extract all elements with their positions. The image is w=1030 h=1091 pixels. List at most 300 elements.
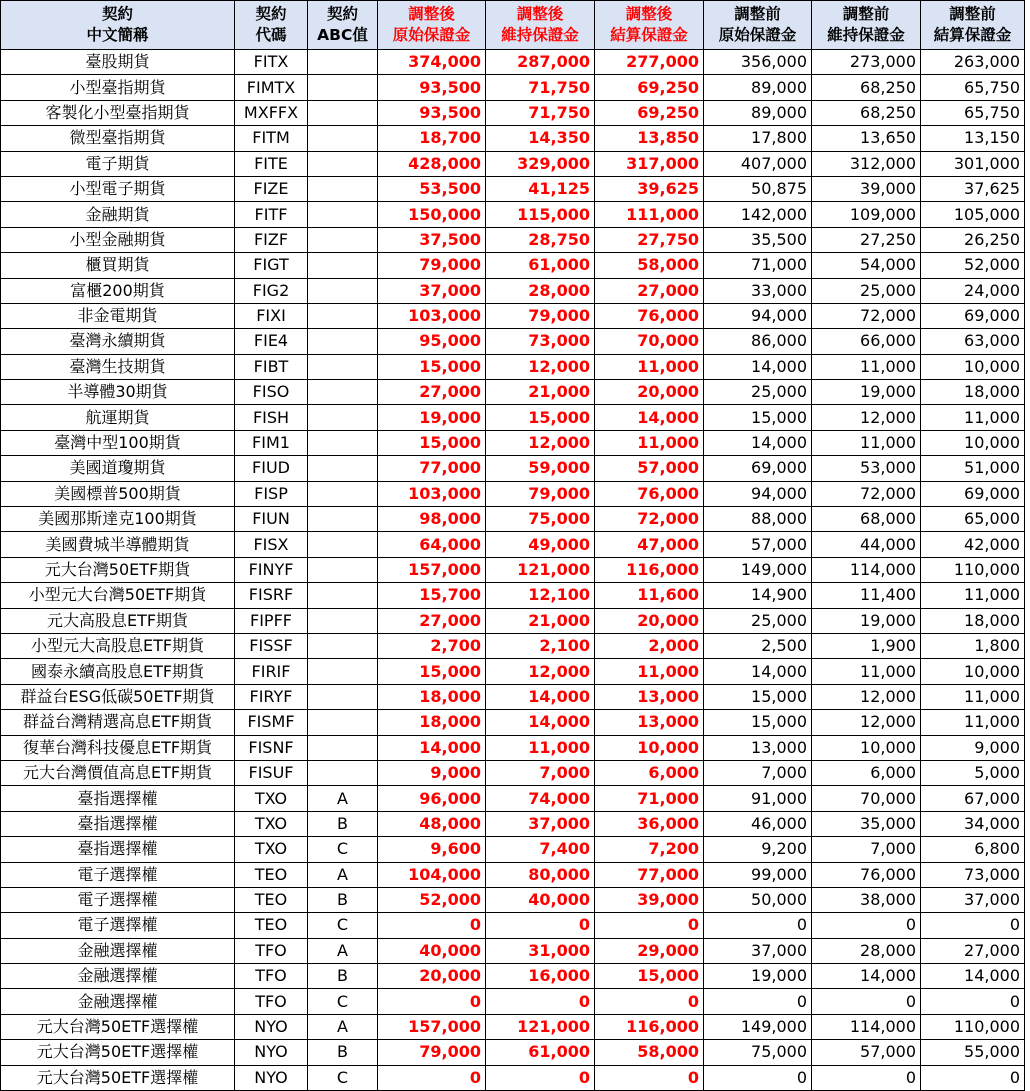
after-clearing-margin-cell: 69,250: [595, 100, 704, 125]
contract-abc-cell: B: [308, 964, 378, 989]
after-clearing-margin-cell: 20,000: [595, 380, 704, 405]
after-clearing-margin-cell: 15,000: [595, 964, 704, 989]
after-initial-margin-cell: 18,000: [378, 684, 486, 709]
after-maintenance-margin-cell: 11,000: [486, 735, 595, 760]
after-clearing-margin-cell: 11,000: [595, 659, 704, 684]
before-clearing-margin-cell: 11,000: [921, 583, 1025, 608]
before-maintenance-margin-cell: 72,000: [812, 481, 921, 506]
after-initial-margin-cell: 79,000: [378, 253, 486, 278]
contract-name-cell: 金融選擇權: [1, 989, 235, 1014]
after-maintenance-margin-cell: 21,000: [486, 380, 595, 405]
header-contract-name: [1, 1, 235, 50]
contract-name-cell: 臺股期貨: [1, 50, 235, 75]
contract-code-cell: FIZE: [235, 176, 308, 201]
after-maintenance-margin-cell: 73,000: [486, 329, 595, 354]
after-maintenance-margin-cell: 12,000: [486, 354, 595, 379]
before-maintenance-margin-cell: 68,250: [812, 100, 921, 125]
before-maintenance-margin-cell: 70,000: [812, 786, 921, 811]
after-clearing-margin-cell: 11,000: [595, 354, 704, 379]
contract-code-cell: FIUN: [235, 507, 308, 532]
after-clearing-margin-cell: 11,600: [595, 583, 704, 608]
after-initial-margin-cell: 64,000: [378, 532, 486, 557]
before-initial-margin-cell: 89,000: [704, 75, 812, 100]
before-clearing-margin-cell: 18,000: [921, 608, 1025, 633]
contract-code-cell: FITX: [235, 50, 308, 75]
contract-name-cell: 富櫃200期貨: [1, 278, 235, 303]
before-maintenance-margin-cell: 12,000: [812, 684, 921, 709]
table-row: [1, 380, 1025, 405]
before-maintenance-margin-cell: 66,000: [812, 329, 921, 354]
after-clearing-margin-cell: 70,000: [595, 329, 704, 354]
before-clearing-margin-cell: 11,000: [921, 405, 1025, 430]
after-clearing-margin-cell: 10,000: [595, 735, 704, 760]
before-initial-margin-cell: 15,000: [704, 405, 812, 430]
before-clearing-margin-cell: 26,250: [921, 227, 1025, 252]
contract-abc-cell: C: [308, 1065, 378, 1090]
after-clearing-margin-cell: 57,000: [595, 456, 704, 481]
after-clearing-margin-cell: 0: [595, 913, 704, 938]
contract-code-cell: TXO: [235, 786, 308, 811]
after-initial-margin-cell: 0: [378, 989, 486, 1014]
before-clearing-margin-cell: 65,750: [921, 100, 1025, 125]
header-after-initial-margin: [378, 1, 486, 50]
before-clearing-margin-cell: 65,750: [921, 75, 1025, 100]
after-clearing-margin-cell: 36,000: [595, 811, 704, 836]
before-maintenance-margin-cell: 44,000: [812, 532, 921, 557]
header-line-2: 中文簡稱: [86, 26, 149, 44]
header-line-2: ABC值: [317, 26, 368, 44]
contract-abc-cell: [308, 684, 378, 709]
after-initial-margin-cell: 52,000: [378, 887, 486, 912]
contract-code-cell: FISNF: [235, 735, 308, 760]
before-clearing-margin-cell: 73,000: [921, 862, 1025, 887]
before-clearing-margin-cell: 24,000: [921, 278, 1025, 303]
header-line-1: 契約: [255, 5, 287, 23]
after-clearing-margin-cell: 47,000: [595, 532, 704, 557]
before-maintenance-margin-cell: 11,000: [812, 430, 921, 455]
contract-code-cell: FISSF: [235, 633, 308, 658]
before-initial-margin-cell: 14,000: [704, 354, 812, 379]
contract-code-cell: TFO: [235, 989, 308, 1014]
before-maintenance-margin-cell: 109,000: [812, 202, 921, 227]
header-line-1: 調整前: [842, 5, 890, 23]
header-before-initial-margin: [704, 1, 812, 50]
header-line-1: 調整後: [516, 5, 564, 23]
table-row: [1, 938, 1025, 963]
table-row: [1, 913, 1025, 938]
before-clearing-margin-cell: 34,000: [921, 811, 1025, 836]
after-clearing-margin-cell: 116,000: [595, 557, 704, 582]
table-row: [1, 583, 1025, 608]
after-initial-margin-cell: 19,000: [378, 405, 486, 430]
after-clearing-margin-cell: 6,000: [595, 760, 704, 785]
before-clearing-margin-cell: 55,000: [921, 1040, 1025, 1065]
contract-abc-cell: [308, 202, 378, 227]
table-row: [1, 608, 1025, 633]
before-initial-margin-cell: 91,000: [704, 786, 812, 811]
contract-name-cell: 元大高股息ETF期貨: [1, 608, 235, 633]
contract-name-cell: 小型金融期貨: [1, 227, 235, 252]
after-clearing-margin-cell: 277,000: [595, 50, 704, 75]
before-clearing-margin-cell: 10,000: [921, 354, 1025, 379]
contract-code-cell: FISRF: [235, 583, 308, 608]
after-maintenance-margin-cell: 15,000: [486, 405, 595, 430]
before-initial-margin-cell: 71,000: [704, 253, 812, 278]
after-initial-margin-cell: 157,000: [378, 557, 486, 582]
after-initial-margin-cell: 48,000: [378, 811, 486, 836]
before-maintenance-margin-cell: 0: [812, 1065, 921, 1090]
table-row: [1, 684, 1025, 709]
after-clearing-margin-cell: 13,000: [595, 684, 704, 709]
contract-name-cell: 金融期貨: [1, 202, 235, 227]
before-maintenance-margin-cell: 11,400: [812, 583, 921, 608]
contract-code-cell: FIRYF: [235, 684, 308, 709]
contract-name-cell: 美國標普500期貨: [1, 481, 235, 506]
after-clearing-margin-cell: 13,000: [595, 710, 704, 735]
before-initial-margin-cell: 57,000: [704, 532, 812, 557]
header-after-clearing-margin: [595, 1, 704, 50]
contract-code-cell: FINYF: [235, 557, 308, 582]
contract-code-cell: FIRIF: [235, 659, 308, 684]
before-initial-margin-cell: 0: [704, 913, 812, 938]
before-initial-margin-cell: 15,000: [704, 710, 812, 735]
after-clearing-margin-cell: 39,625: [595, 176, 704, 201]
table-row: [1, 405, 1025, 430]
after-maintenance-margin-cell: 75,000: [486, 507, 595, 532]
after-maintenance-margin-cell: 28,000: [486, 278, 595, 303]
contract-abc-cell: [308, 278, 378, 303]
before-initial-margin-cell: 33,000: [704, 278, 812, 303]
contract-code-cell: FITM: [235, 126, 308, 151]
before-clearing-margin-cell: 0: [921, 989, 1025, 1014]
before-clearing-margin-cell: 1,800: [921, 633, 1025, 658]
contract-name-cell: 美國費城半導體期貨: [1, 532, 235, 557]
after-initial-margin-cell: 103,000: [378, 481, 486, 506]
after-initial-margin-cell: 14,000: [378, 735, 486, 760]
after-maintenance-margin-cell: 61,000: [486, 253, 595, 278]
before-clearing-margin-cell: 110,000: [921, 557, 1025, 582]
before-clearing-margin-cell: 63,000: [921, 329, 1025, 354]
after-maintenance-margin-cell: 329,000: [486, 151, 595, 176]
table-header: [1, 1, 1025, 50]
before-clearing-margin-cell: 9,000: [921, 735, 1025, 760]
before-initial-margin-cell: 99,000: [704, 862, 812, 887]
table-row: [1, 202, 1025, 227]
contract-abc-cell: [308, 354, 378, 379]
before-clearing-margin-cell: 18,000: [921, 380, 1025, 405]
contract-name-cell: 航運期貨: [1, 405, 235, 430]
table-row: [1, 989, 1025, 1014]
before-maintenance-margin-cell: 0: [812, 989, 921, 1014]
before-maintenance-margin-cell: 25,000: [812, 278, 921, 303]
after-initial-margin-cell: 103,000: [378, 303, 486, 328]
before-maintenance-margin-cell: 13,650: [812, 126, 921, 151]
contract-name-cell: 微型臺指期貨: [1, 126, 235, 151]
contract-abc-cell: [308, 126, 378, 151]
after-maintenance-margin-cell: 12,100: [486, 583, 595, 608]
contract-abc-cell: [308, 659, 378, 684]
contract-name-cell: 國泰永續高股息ETF期貨: [1, 659, 235, 684]
contract-code-cell: FIZF: [235, 227, 308, 252]
contract-abc-cell: [308, 151, 378, 176]
contract-code-cell: FISMF: [235, 710, 308, 735]
before-maintenance-margin-cell: 11,000: [812, 659, 921, 684]
after-initial-margin-cell: 95,000: [378, 329, 486, 354]
before-initial-margin-cell: 50,000: [704, 887, 812, 912]
before-maintenance-margin-cell: 14,000: [812, 964, 921, 989]
contract-abc-cell: [308, 380, 378, 405]
before-clearing-margin-cell: 0: [921, 1065, 1025, 1090]
before-initial-margin-cell: 14,000: [704, 659, 812, 684]
before-maintenance-margin-cell: 38,000: [812, 887, 921, 912]
before-maintenance-margin-cell: 19,000: [812, 380, 921, 405]
before-maintenance-margin-cell: 114,000: [812, 1014, 921, 1039]
contract-abc-cell: [308, 303, 378, 328]
contract-abc-cell: C: [308, 837, 378, 862]
contract-abc-cell: [308, 760, 378, 785]
before-maintenance-margin-cell: 273,000: [812, 50, 921, 75]
before-maintenance-margin-cell: 27,250: [812, 227, 921, 252]
contract-name-cell: 半導體30期貨: [1, 380, 235, 405]
after-maintenance-margin-cell: 74,000: [486, 786, 595, 811]
contract-code-cell: FIMTX: [235, 75, 308, 100]
table-row: [1, 735, 1025, 760]
before-initial-margin-cell: 149,000: [704, 1014, 812, 1039]
contract-code-cell: TXO: [235, 837, 308, 862]
after-maintenance-margin-cell: 21,000: [486, 608, 595, 633]
after-maintenance-margin-cell: 59,000: [486, 456, 595, 481]
before-initial-margin-cell: 94,000: [704, 481, 812, 506]
contract-abc-cell: [308, 633, 378, 658]
contract-name-cell: 金融選擇權: [1, 964, 235, 989]
after-clearing-margin-cell: 317,000: [595, 151, 704, 176]
after-maintenance-margin-cell: 115,000: [486, 202, 595, 227]
before-initial-margin-cell: 35,500: [704, 227, 812, 252]
contract-abc-cell: [308, 227, 378, 252]
after-maintenance-margin-cell: 14,350: [486, 126, 595, 151]
before-maintenance-margin-cell: 12,000: [812, 710, 921, 735]
before-clearing-margin-cell: 67,000: [921, 786, 1025, 811]
contract-code-cell: NYO: [235, 1014, 308, 1039]
before-initial-margin-cell: 17,800: [704, 126, 812, 151]
after-initial-margin-cell: 96,000: [378, 786, 486, 811]
contract-name-cell: 元大台灣50ETF選擇權: [1, 1065, 235, 1090]
header-row: [1, 1, 1025, 50]
contract-name-cell: 電子選擇權: [1, 862, 235, 887]
contract-code-cell: FITE: [235, 151, 308, 176]
after-clearing-margin-cell: 27,750: [595, 227, 704, 252]
table-row: [1, 100, 1025, 125]
before-maintenance-margin-cell: 19,000: [812, 608, 921, 633]
after-maintenance-margin-cell: 0: [486, 1065, 595, 1090]
after-clearing-margin-cell: 58,000: [595, 1040, 704, 1065]
after-maintenance-margin-cell: 79,000: [486, 481, 595, 506]
before-clearing-margin-cell: 52,000: [921, 253, 1025, 278]
after-clearing-margin-cell: 111,000: [595, 202, 704, 227]
contract-code-cell: FIM1: [235, 430, 308, 455]
before-clearing-margin-cell: 11,000: [921, 684, 1025, 709]
contract-code-cell: FIE4: [235, 329, 308, 354]
after-clearing-margin-cell: 7,200: [595, 837, 704, 862]
before-clearing-margin-cell: 37,000: [921, 887, 1025, 912]
contract-name-cell: 美國道瓊期貨: [1, 456, 235, 481]
after-initial-margin-cell: 93,500: [378, 100, 486, 125]
before-clearing-margin-cell: 42,000: [921, 532, 1025, 557]
after-maintenance-margin-cell: 121,000: [486, 557, 595, 582]
contract-code-cell: FIPFF: [235, 608, 308, 633]
after-initial-margin-cell: 40,000: [378, 938, 486, 963]
table-row: [1, 557, 1025, 582]
contract-abc-cell: [308, 253, 378, 278]
before-initial-margin-cell: 75,000: [704, 1040, 812, 1065]
before-initial-margin-cell: 37,000: [704, 938, 812, 963]
header-line-2: 維持保證金: [501, 26, 579, 44]
contract-abc-cell: B: [308, 1040, 378, 1065]
after-initial-margin-cell: 374,000: [378, 50, 486, 75]
after-clearing-margin-cell: 14,000: [595, 405, 704, 430]
after-maintenance-margin-cell: 16,000: [486, 964, 595, 989]
after-maintenance-margin-cell: 7,400: [486, 837, 595, 862]
before-initial-margin-cell: 356,000: [704, 50, 812, 75]
contract-name-cell: 電子選擇權: [1, 887, 235, 912]
table-row: [1, 329, 1025, 354]
after-maintenance-margin-cell: 14,000: [486, 710, 595, 735]
before-initial-margin-cell: 0: [704, 1065, 812, 1090]
after-clearing-margin-cell: 0: [595, 989, 704, 1014]
header-before-clearing-margin: [921, 1, 1025, 50]
contract-abc-cell: A: [308, 938, 378, 963]
contract-name-cell: 電子期貨: [1, 151, 235, 176]
header-line-1: 契約: [101, 5, 133, 23]
contract-abc-cell: [308, 557, 378, 582]
header-line-1: 契約: [326, 5, 358, 23]
after-maintenance-margin-cell: 0: [486, 913, 595, 938]
table-row: [1, 303, 1025, 328]
before-maintenance-margin-cell: 39,000: [812, 176, 921, 201]
table-row: [1, 1014, 1025, 1039]
table-row: [1, 532, 1025, 557]
before-maintenance-margin-cell: 68,250: [812, 75, 921, 100]
header-line-1: 調整前: [734, 5, 781, 23]
contract-abc-cell: [308, 481, 378, 506]
contract-name-cell: 臺指選擇權: [1, 837, 235, 862]
after-initial-margin-cell: 15,000: [378, 430, 486, 455]
after-initial-margin-cell: 98,000: [378, 507, 486, 532]
contract-code-cell: FIGT: [235, 253, 308, 278]
before-maintenance-margin-cell: 12,000: [812, 405, 921, 430]
header-line-2: 原始保證金: [392, 26, 471, 44]
contract-abc-cell: [308, 50, 378, 75]
contract-code-cell: FISUF: [235, 760, 308, 785]
contract-code-cell: TEO: [235, 887, 308, 912]
before-initial-margin-cell: 86,000: [704, 329, 812, 354]
after-initial-margin-cell: 104,000: [378, 862, 486, 887]
before-maintenance-margin-cell: 6,000: [812, 760, 921, 785]
table-row: [1, 786, 1025, 811]
before-maintenance-margin-cell: 312,000: [812, 151, 921, 176]
contract-code-cell: FISO: [235, 380, 308, 405]
before-maintenance-margin-cell: 57,000: [812, 1040, 921, 1065]
after-maintenance-margin-cell: 14,000: [486, 684, 595, 709]
before-initial-margin-cell: 14,900: [704, 583, 812, 608]
before-clearing-margin-cell: 263,000: [921, 50, 1025, 75]
contract-code-cell: NYO: [235, 1065, 308, 1090]
before-clearing-margin-cell: 65,000: [921, 507, 1025, 532]
table-row: [1, 278, 1025, 303]
before-initial-margin-cell: 14,000: [704, 430, 812, 455]
header-line-2: 結算保證金: [933, 26, 1012, 44]
before-maintenance-margin-cell: 28,000: [812, 938, 921, 963]
before-clearing-margin-cell: 5,000: [921, 760, 1025, 785]
table-row: [1, 837, 1025, 862]
after-clearing-margin-cell: 76,000: [595, 303, 704, 328]
after-initial-margin-cell: 20,000: [378, 964, 486, 989]
contract-abc-cell: C: [308, 989, 378, 1014]
before-initial-margin-cell: 69,000: [704, 456, 812, 481]
contract-name-cell: 電子選擇權: [1, 913, 235, 938]
contract-code-cell: FITF: [235, 202, 308, 227]
after-initial-margin-cell: 37,000: [378, 278, 486, 303]
contract-abc-cell: [308, 608, 378, 633]
after-maintenance-margin-cell: 71,750: [486, 75, 595, 100]
table-row: [1, 1040, 1025, 1065]
contract-name-cell: 櫃買期貨: [1, 253, 235, 278]
before-clearing-margin-cell: 110,000: [921, 1014, 1025, 1039]
header-line-1: 調整前: [949, 5, 996, 23]
after-maintenance-margin-cell: 71,750: [486, 100, 595, 125]
contract-name-cell: 非金電期貨: [1, 303, 235, 328]
table-row: [1, 507, 1025, 532]
contract-name-cell: 臺指選擇權: [1, 786, 235, 811]
table-row: [1, 227, 1025, 252]
after-clearing-margin-cell: 11,000: [595, 430, 704, 455]
header-contract-abc: [308, 1, 378, 50]
after-maintenance-margin-cell: 2,100: [486, 633, 595, 658]
before-initial-margin-cell: 13,000: [704, 735, 812, 760]
contract-abc-cell: [308, 735, 378, 760]
after-initial-margin-cell: 9,000: [378, 760, 486, 785]
after-initial-margin-cell: 15,000: [378, 659, 486, 684]
contract-abc-cell: [308, 329, 378, 354]
before-maintenance-margin-cell: 53,000: [812, 456, 921, 481]
contract-code-cell: TFO: [235, 964, 308, 989]
before-clearing-margin-cell: 105,000: [921, 202, 1025, 227]
before-maintenance-margin-cell: 11,000: [812, 354, 921, 379]
contract-code-cell: FISH: [235, 405, 308, 430]
before-initial-margin-cell: 46,000: [704, 811, 812, 836]
table-row: [1, 887, 1025, 912]
contract-name-cell: 小型元大台灣50ETF期貨: [1, 583, 235, 608]
before-clearing-margin-cell: 6,800: [921, 837, 1025, 862]
table-row: [1, 126, 1025, 151]
contract-abc-cell: [308, 405, 378, 430]
after-maintenance-margin-cell: 28,750: [486, 227, 595, 252]
after-initial-margin-cell: 18,700: [378, 126, 486, 151]
contract-name-cell: 元大台灣50ETF期貨: [1, 557, 235, 582]
contract-abc-cell: B: [308, 887, 378, 912]
contract-name-cell: 群益台灣精選高息ETF期貨: [1, 710, 235, 735]
before-maintenance-margin-cell: 0: [812, 913, 921, 938]
contract-name-cell: 元大台灣50ETF選擇權: [1, 1040, 235, 1065]
after-initial-margin-cell: 15,700: [378, 583, 486, 608]
header-line-2: 結算保證金: [610, 26, 688, 44]
contract-abc-cell: [308, 507, 378, 532]
table-row: [1, 633, 1025, 658]
header-after-maintenance-margin: [486, 1, 595, 50]
before-initial-margin-cell: 50,875: [704, 176, 812, 201]
contract-name-cell: 臺指選擇權: [1, 811, 235, 836]
contract-name-cell: 小型電子期貨: [1, 176, 235, 201]
